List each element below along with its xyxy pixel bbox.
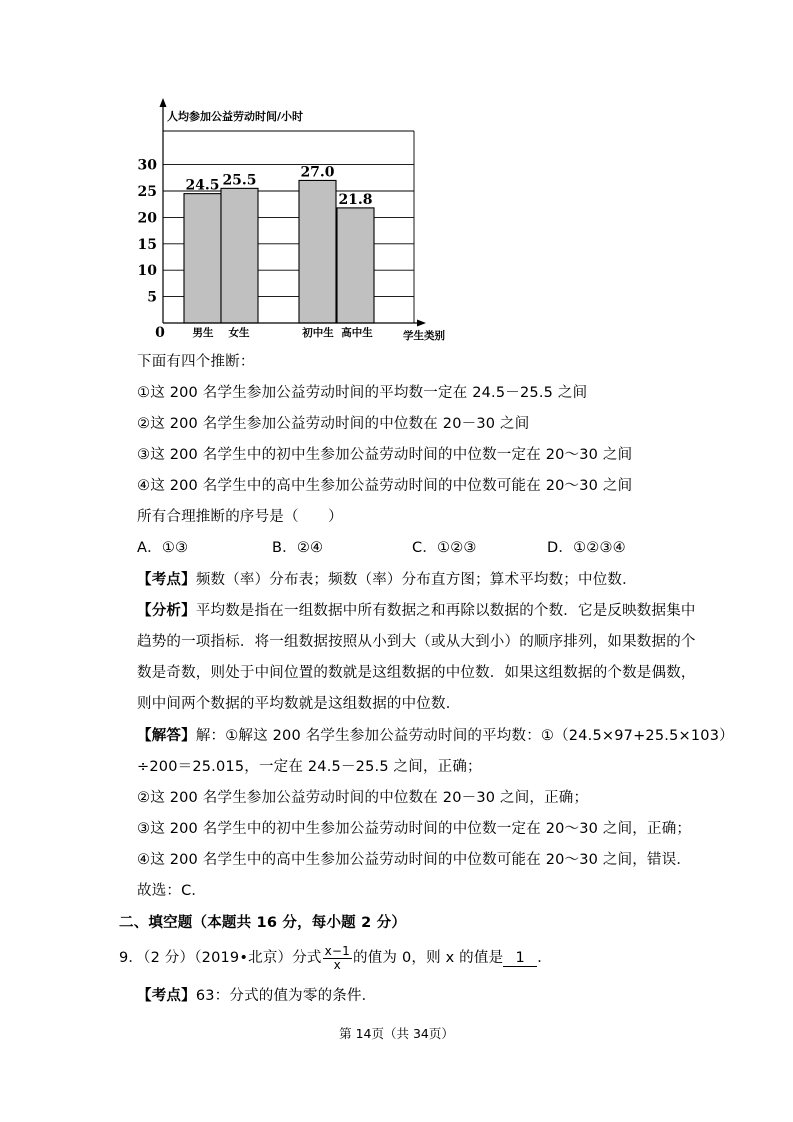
answer-line: 故选：C． [137,883,207,899]
jieda-text-1: 解：①解这 200 名学生参加公益劳动时间的平均数：①（24.5×97+25.5×103） [195,728,734,744]
statement-2: ②这 200 名学生参加公益劳动时间的中位数在 20－30 之间 [137,416,530,432]
q9-end: ． [537,950,552,966]
y-axis-title: 人均参加公益劳动时间/小时 [167,110,304,123]
bar-1 [184,194,221,323]
origin-label: 0 [155,325,165,341]
q9-fraction [323,945,352,972]
kaodian2-text: 63：分式的值为零的条件． [195,988,377,1004]
kaodian-line [137,570,637,590]
statement-1: ①这 200 名学生参加公益劳动时间的平均数一定在 24.5－25.5 之间 [137,385,588,401]
y-tick-label: 20 [138,210,157,227]
option-b: B．②④ [272,540,324,556]
bar-value-label: 21.8 [338,191,373,208]
fenxi-line-3: 数是奇数，则处于中间位置的数就是这组数据的中位数．如果这组数据的个数是偶数， [137,665,696,681]
x-category-label: 男生 [192,327,214,339]
jieda-line-3: ②这 200 名学生参加公益劳动时间的中位数在 20－30 之间，正确； [137,790,589,806]
option-a: A．①③ [137,540,189,556]
jieda-tag: 【解答】 [137,728,196,744]
q9-numerator: x−1 [324,943,351,958]
y-tick-label: 10 [138,263,157,280]
x-axis-title: 学生类别 [403,330,445,342]
x-category-label: 初中生 [302,327,334,339]
bar-value-label: 25.5 [222,172,257,189]
q9-answer-blank: 1 [503,950,537,967]
y-tick-label: 15 [138,236,157,253]
y-tick-label: 25 [138,184,157,200]
bar-4 [337,208,374,323]
fenxi-line-4: 则中间两个数据的平均数就是这组数据的中位数． [137,696,461,712]
bar-value-label: 24.5 [185,177,220,194]
x-category-label: 高中生 [341,327,373,339]
bar-3 [299,180,336,323]
chart-svg [138,98,458,344]
fenxi-text-1: 平均数是指在一组数据中所有数据之和再除以数据的个数．它是反映数据集中 [195,603,696,619]
x-axis-arrow [417,320,426,327]
option-c: C．①②③ [412,540,477,556]
y-tick-label: 30 [138,157,157,174]
q9-denominator: x [333,957,341,972]
statement-3: ③这 200 名学生中的初中生参加公益劳动时间的中位数一定在 20～30 之间 [137,447,633,463]
bar-2 [221,188,258,323]
intro-text: 下面有四个推断： [137,354,255,370]
page-footer: 第 14页（共 34页） [339,1026,454,1041]
kaodian2-line [137,986,376,1006]
kaodian2-tag: 【考点】 [137,988,196,1004]
jieda-line-2: ÷200＝25.015，一定在 24.5－25.5 之间，正确； [137,759,482,775]
jieda-line-5: ④这 200 名学生中的高中生参加公益劳动时间的中位数可能在 20～30 之间，错误． [137,852,692,868]
option-d: D．①②③④ [547,540,626,556]
jieda-line-4: ③这 200 名学生中的初中生参加公益劳动时间的中位数一定在 20～30 之间，正确； [137,821,692,837]
bar-value-label: 27.0 [300,164,335,181]
question-9 [119,944,552,972]
kaodian-tag: 【考点】 [137,572,196,588]
y-tick-label: 5 [147,289,157,306]
y-axis-arrow [160,98,167,107]
section-heading: 二、填空题（本题共 16 分，每小题 2 分） [119,915,407,931]
fenxi-tag: 【分析】 [137,603,196,619]
kaodian-text: 频数（率）分布表；频数（率）分布直方图；算术平均数；中位数． [195,572,637,588]
q9-middle: 的值为 0，则 x 的值是 [353,950,504,966]
fenxi-line-2: 趋势的一项指标．将一组数据按照从小到大（或从大到小）的顺序排列，如果数据的个 [137,634,696,650]
options-row [137,538,626,558]
question-text: 所有合理推断的序号是（ ） [137,509,343,525]
bar-chart [138,98,458,344]
jieda-line-1 [137,726,734,746]
q9-prefix: 9．（2 分）（2019•北京）分式 [119,950,322,966]
statement-4: ④这 200 名学生中的高中生参加公益劳动时间的中位数可能在 20～30 之间 [137,478,633,494]
fenxi-line-1 [137,601,696,621]
x-category-label: 女生 [228,327,250,339]
